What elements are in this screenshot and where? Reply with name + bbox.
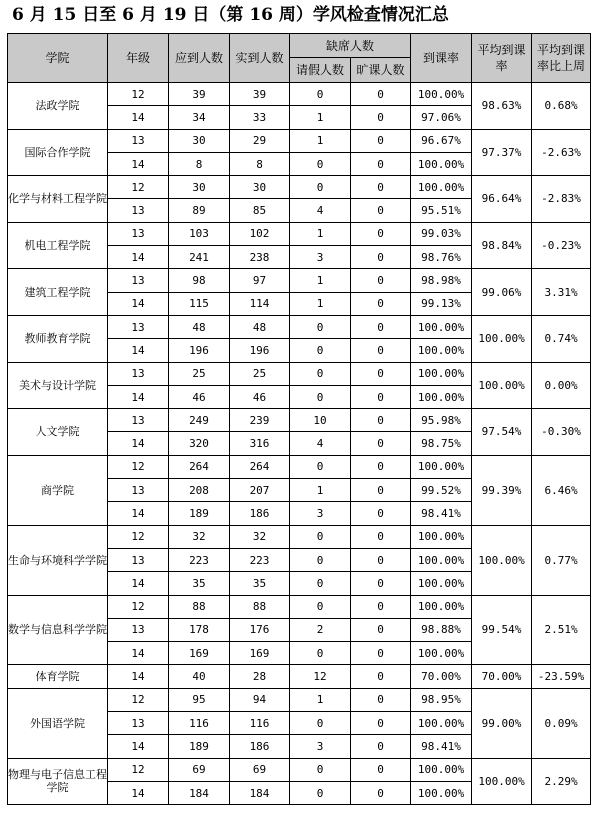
actual-cell: 186: [230, 735, 290, 758]
header-rate: 到课率: [411, 34, 472, 83]
change-cell: -0.30%: [532, 409, 591, 456]
leave-cell: 4: [290, 199, 351, 222]
expected-cell: 39: [169, 83, 230, 106]
header-expected: 应到人数: [169, 34, 230, 83]
expected-cell: 189: [169, 502, 230, 525]
expected-cell: 95: [169, 688, 230, 711]
college-name-cell: 国际合作学院: [8, 129, 108, 176]
grade-cell: 14: [108, 735, 169, 758]
expected-cell: 46: [169, 385, 230, 408]
college-name-cell: 商学院: [8, 455, 108, 525]
expected-cell: 320: [169, 432, 230, 455]
leave-cell: 0: [290, 385, 351, 408]
table-row: [8, 409, 591, 432]
avg-rate-cell: 99.06%: [472, 269, 532, 316]
leave-cell: 0: [290, 455, 351, 478]
rate-cell: 100.00%: [411, 315, 472, 338]
expected-cell: 115: [169, 292, 230, 315]
avg-rate-cell: 100.00%: [472, 758, 532, 805]
leave-cell: 0: [290, 315, 351, 338]
rate-cell: 100.00%: [411, 572, 472, 595]
truant-cell: 0: [351, 781, 411, 804]
leave-cell: 4: [290, 432, 351, 455]
expected-cell: 116: [169, 712, 230, 735]
attendance-table: [7, 33, 591, 805]
rate-cell: 100.00%: [411, 548, 472, 571]
actual-cell: 102: [230, 222, 290, 245]
avg-rate-cell: 96.64%: [472, 176, 532, 223]
grade-cell: 14: [108, 432, 169, 455]
change-cell: 2.29%: [532, 758, 591, 805]
actual-cell: 39: [230, 83, 290, 106]
grade-cell: 14: [108, 339, 169, 362]
truant-cell: 0: [351, 455, 411, 478]
grade-cell: 12: [108, 455, 169, 478]
grade-cell: 14: [108, 292, 169, 315]
actual-cell: 176: [230, 618, 290, 641]
leave-cell: 0: [290, 781, 351, 804]
expected-cell: 178: [169, 618, 230, 641]
grade-cell: 13: [108, 548, 169, 571]
grade-cell: 13: [108, 479, 169, 502]
rate-cell: 100.00%: [411, 781, 472, 804]
rate-cell: 98.88%: [411, 618, 472, 641]
actual-cell: 48: [230, 315, 290, 338]
rate-cell: 100.00%: [411, 362, 472, 385]
avg-rate-cell: 98.84%: [472, 222, 532, 269]
avg-rate-cell: 97.37%: [472, 129, 532, 176]
truant-cell: 0: [351, 572, 411, 595]
expected-cell: 184: [169, 781, 230, 804]
actual-cell: 238: [230, 246, 290, 269]
table-row: [8, 176, 591, 199]
college-name-cell: 生命与环境科学学院: [8, 525, 108, 595]
change-cell: -2.83%: [532, 176, 591, 223]
grade-cell: 13: [108, 712, 169, 735]
change-cell: -23.59%: [532, 665, 591, 688]
header-vs-last-week: 平均到课率比上周: [532, 34, 591, 83]
change-cell: 0.77%: [532, 525, 591, 595]
table-row: [8, 315, 591, 338]
change-cell: 2.51%: [532, 595, 591, 665]
truant-cell: 0: [351, 106, 411, 129]
leave-cell: 1: [290, 106, 351, 129]
change-cell: 0.00%: [532, 362, 591, 409]
expected-cell: 48: [169, 315, 230, 338]
avg-rate-cell: 99.54%: [472, 595, 532, 665]
college-name-cell: 法政学院: [8, 83, 108, 130]
avg-rate-cell: 70.00%: [472, 665, 532, 688]
truant-cell: 0: [351, 362, 411, 385]
expected-cell: 88: [169, 595, 230, 618]
grade-cell: 13: [108, 199, 169, 222]
actual-cell: 186: [230, 502, 290, 525]
expected-cell: 223: [169, 548, 230, 571]
rate-cell: 99.52%: [411, 479, 472, 502]
header-truant: 旷课人数: [351, 58, 411, 83]
truant-cell: 0: [351, 642, 411, 665]
actual-cell: 97: [230, 269, 290, 292]
actual-cell: 223: [230, 548, 290, 571]
expected-cell: 8: [169, 152, 230, 175]
header-grade: 年级: [108, 34, 169, 83]
rate-cell: 98.41%: [411, 735, 472, 758]
truant-cell: 0: [351, 712, 411, 735]
actual-cell: 88: [230, 595, 290, 618]
change-cell: 0.74%: [532, 315, 591, 362]
leave-cell: 0: [290, 548, 351, 571]
grade-cell: 14: [108, 665, 169, 688]
rate-cell: 100.00%: [411, 385, 472, 408]
actual-cell: 207: [230, 479, 290, 502]
actual-cell: 32: [230, 525, 290, 548]
truant-cell: 0: [351, 199, 411, 222]
grade-cell: 12: [108, 176, 169, 199]
change-cell: -0.23%: [532, 222, 591, 269]
actual-cell: 196: [230, 339, 290, 362]
leave-cell: 0: [290, 572, 351, 595]
table-body: [8, 83, 591, 805]
page-title: 6 月 15 日至 6 月 19 日（第 16 周）学风检查情况汇总: [12, 5, 449, 25]
actual-cell: 169: [230, 642, 290, 665]
expected-cell: 35: [169, 572, 230, 595]
actual-cell: 28: [230, 665, 290, 688]
rate-cell: 98.41%: [411, 502, 472, 525]
rate-cell: 100.00%: [411, 83, 472, 106]
header-college: 学院: [8, 34, 108, 83]
truant-cell: 0: [351, 315, 411, 338]
college-name-cell: 物理与电子信息工程学院: [8, 758, 108, 805]
table-row: [8, 362, 591, 385]
grade-cell: 14: [108, 781, 169, 804]
avg-rate-cell: 98.63%: [472, 83, 532, 130]
expected-cell: 98: [169, 269, 230, 292]
expected-cell: 34: [169, 106, 230, 129]
rate-cell: 70.00%: [411, 665, 472, 688]
change-cell: 6.46%: [532, 455, 591, 525]
college-name-cell: 机电工程学院: [8, 222, 108, 269]
avg-rate-cell: 99.39%: [472, 455, 532, 525]
truant-cell: 0: [351, 292, 411, 315]
truant-cell: 0: [351, 758, 411, 781]
table-row: [8, 222, 591, 245]
grade-cell: 13: [108, 315, 169, 338]
truant-cell: 0: [351, 152, 411, 175]
change-cell: 0.68%: [532, 83, 591, 130]
truant-cell: 0: [351, 83, 411, 106]
grade-cell: 14: [108, 152, 169, 175]
expected-cell: 89: [169, 199, 230, 222]
grade-cell: 13: [108, 222, 169, 245]
rate-cell: 98.95%: [411, 688, 472, 711]
truant-cell: 0: [351, 176, 411, 199]
college-name-cell: 化学与材料工程学院: [8, 176, 108, 223]
truant-cell: 0: [351, 246, 411, 269]
grade-cell: 14: [108, 385, 169, 408]
actual-cell: 30: [230, 176, 290, 199]
expected-cell: 40: [169, 665, 230, 688]
leave-cell: 12: [290, 665, 351, 688]
grade-cell: 14: [108, 246, 169, 269]
leave-cell: 1: [290, 479, 351, 502]
grade-cell: 13: [108, 129, 169, 152]
actual-cell: 239: [230, 409, 290, 432]
college-name-cell: 外国语学院: [8, 688, 108, 758]
actual-cell: 114: [230, 292, 290, 315]
college-name-cell: 美术与设计学院: [8, 362, 108, 409]
table-row: [8, 269, 591, 292]
table-header: [8, 34, 591, 83]
actual-cell: 29: [230, 129, 290, 152]
table-row: [8, 455, 591, 478]
actual-cell: 33: [230, 106, 290, 129]
expected-cell: 103: [169, 222, 230, 245]
rate-cell: 98.76%: [411, 246, 472, 269]
rate-cell: 96.67%: [411, 129, 472, 152]
leave-cell: 1: [290, 688, 351, 711]
expected-cell: 249: [169, 409, 230, 432]
expected-cell: 69: [169, 758, 230, 781]
rate-cell: 95.98%: [411, 409, 472, 432]
truant-cell: 0: [351, 502, 411, 525]
avg-rate-cell: 100.00%: [472, 362, 532, 409]
header-actual: 实到人数: [230, 34, 290, 83]
expected-cell: 241: [169, 246, 230, 269]
avg-rate-cell: 100.00%: [472, 525, 532, 595]
expected-cell: 30: [169, 129, 230, 152]
expected-cell: 196: [169, 339, 230, 362]
expected-cell: 169: [169, 642, 230, 665]
grade-cell: 13: [108, 409, 169, 432]
grade-cell: 14: [108, 106, 169, 129]
grade-cell: 12: [108, 83, 169, 106]
truant-cell: 0: [351, 479, 411, 502]
change-cell: -2.63%: [532, 129, 591, 176]
leave-cell: 0: [290, 758, 351, 781]
actual-cell: 316: [230, 432, 290, 455]
truant-cell: 0: [351, 618, 411, 641]
rate-cell: 100.00%: [411, 712, 472, 735]
truant-cell: 0: [351, 688, 411, 711]
truant-cell: 0: [351, 129, 411, 152]
rate-cell: 100.00%: [411, 758, 472, 781]
rate-cell: 97.06%: [411, 106, 472, 129]
table-row: [8, 83, 591, 106]
leave-cell: 2: [290, 618, 351, 641]
truant-cell: 0: [351, 339, 411, 362]
rate-cell: 100.00%: [411, 176, 472, 199]
expected-cell: 30: [169, 176, 230, 199]
actual-cell: 264: [230, 455, 290, 478]
rate-cell: 100.00%: [411, 152, 472, 175]
truant-cell: 0: [351, 665, 411, 688]
truant-cell: 0: [351, 735, 411, 758]
leave-cell: 1: [290, 222, 351, 245]
leave-cell: 3: [290, 246, 351, 269]
grade-cell: 12: [108, 688, 169, 711]
truant-cell: 0: [351, 525, 411, 548]
college-name-cell: 数学与信息科学学院: [8, 595, 108, 665]
rate-cell: 98.75%: [411, 432, 472, 455]
expected-cell: 264: [169, 455, 230, 478]
actual-cell: 46: [230, 385, 290, 408]
actual-cell: 69: [230, 758, 290, 781]
truant-cell: 0: [351, 222, 411, 245]
leave-cell: 0: [290, 83, 351, 106]
college-name-cell: 教师教育学院: [8, 315, 108, 362]
actual-cell: 35: [230, 572, 290, 595]
table-row: [8, 665, 591, 688]
actual-cell: 116: [230, 712, 290, 735]
leave-cell: 0: [290, 362, 351, 385]
change-cell: 0.09%: [532, 688, 591, 758]
table-row: [8, 758, 591, 781]
college-name-cell: 建筑工程学院: [8, 269, 108, 316]
grade-cell: 12: [108, 595, 169, 618]
truant-cell: 0: [351, 548, 411, 571]
expected-cell: 25: [169, 362, 230, 385]
truant-cell: 0: [351, 385, 411, 408]
truant-cell: 0: [351, 269, 411, 292]
avg-rate-cell: 97.54%: [472, 409, 532, 456]
table-row: [8, 525, 591, 548]
header-absent: 缺席人数: [290, 34, 411, 58]
rate-cell: 95.51%: [411, 199, 472, 222]
rate-cell: 100.00%: [411, 339, 472, 362]
actual-cell: 85: [230, 199, 290, 222]
actual-cell: 8: [230, 152, 290, 175]
rate-cell: 99.03%: [411, 222, 472, 245]
truant-cell: 0: [351, 409, 411, 432]
rate-cell: 100.00%: [411, 595, 472, 618]
leave-cell: 0: [290, 152, 351, 175]
college-name-cell: 体育学院: [8, 665, 108, 688]
leave-cell: 1: [290, 269, 351, 292]
grade-cell: 14: [108, 642, 169, 665]
grade-cell: 12: [108, 525, 169, 548]
avg-rate-cell: 100.00%: [472, 315, 532, 362]
grade-cell: 13: [108, 269, 169, 292]
leave-cell: 0: [290, 525, 351, 548]
college-name-cell: 人文学院: [8, 409, 108, 456]
leave-cell: 1: [290, 129, 351, 152]
leave-cell: 1: [290, 292, 351, 315]
grade-cell: 12: [108, 758, 169, 781]
header-avg-rate: 平均到课率: [472, 34, 532, 83]
actual-cell: 184: [230, 781, 290, 804]
table-row: [8, 129, 591, 152]
leave-cell: 0: [290, 642, 351, 665]
leave-cell: 0: [290, 595, 351, 618]
actual-cell: 94: [230, 688, 290, 711]
actual-cell: 25: [230, 362, 290, 385]
rate-cell: 100.00%: [411, 455, 472, 478]
rate-cell: 100.00%: [411, 525, 472, 548]
leave-cell: 10: [290, 409, 351, 432]
leave-cell: 3: [290, 735, 351, 758]
rate-cell: 98.98%: [411, 269, 472, 292]
grade-cell: 13: [108, 618, 169, 641]
avg-rate-cell: 99.00%: [472, 688, 532, 758]
grade-cell: 14: [108, 572, 169, 595]
expected-cell: 189: [169, 735, 230, 758]
header-leave: 请假人数: [290, 58, 351, 83]
leave-cell: 0: [290, 712, 351, 735]
expected-cell: 32: [169, 525, 230, 548]
change-cell: 3.31%: [532, 269, 591, 316]
rate-cell: 100.00%: [411, 642, 472, 665]
table-row: [8, 688, 591, 711]
rate-cell: 99.13%: [411, 292, 472, 315]
truant-cell: 0: [351, 595, 411, 618]
truant-cell: 0: [351, 432, 411, 455]
grade-cell: 13: [108, 362, 169, 385]
grade-cell: 14: [108, 502, 169, 525]
expected-cell: 208: [169, 479, 230, 502]
leave-cell: 0: [290, 339, 351, 362]
table-row: [8, 595, 591, 618]
leave-cell: 3: [290, 502, 351, 525]
leave-cell: 0: [290, 176, 351, 199]
